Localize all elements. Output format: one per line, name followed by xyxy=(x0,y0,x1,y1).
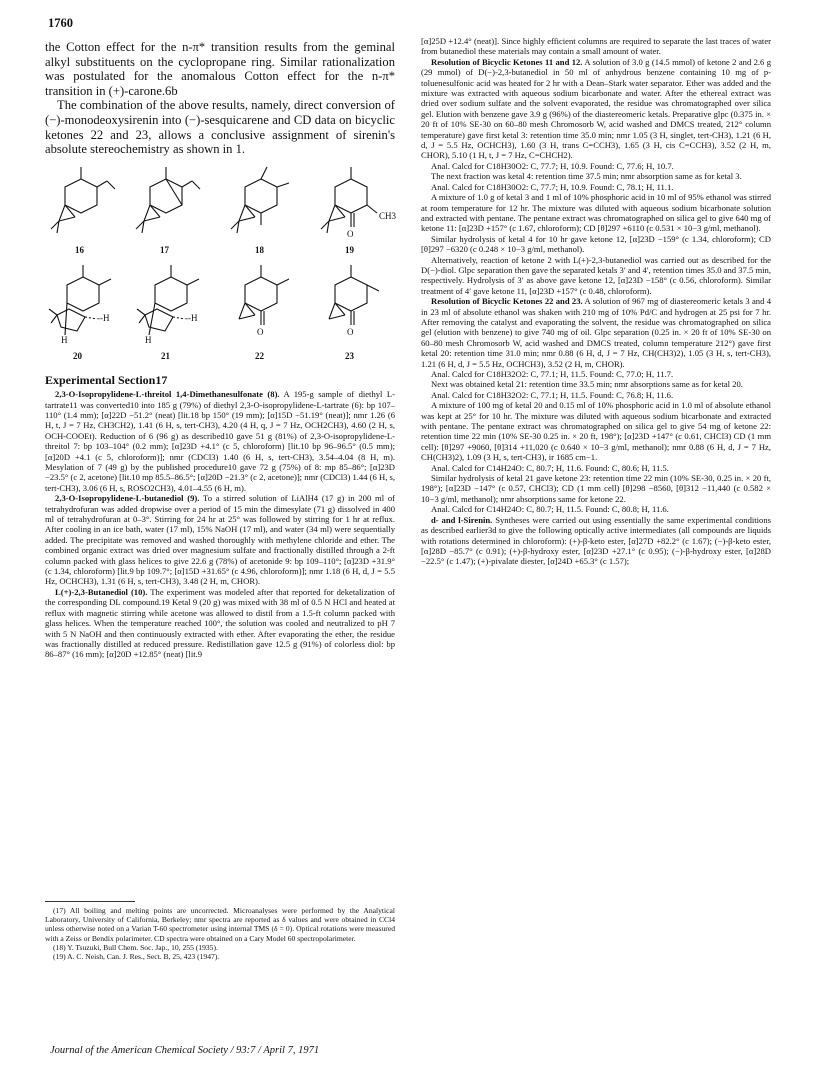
atom-label: --H xyxy=(185,312,198,323)
compound-label: 19 xyxy=(345,244,354,255)
experimental-paragraph xyxy=(421,400,771,462)
atom-label: H xyxy=(61,334,68,345)
paragraph-text: Anal. Calcd for C18H32O2: C, 77.1; H, 11.5. Found: C, 77.0; H, 11.7. xyxy=(431,369,674,379)
paragraph-text: A 195-g sample of diethyl L-tartrate11 was converted10 into 185 g (79%) of diethyl 2,3-O-isopropylidene-L-tartrate (6): bp 107–110° (1.4 mm); [α]22D −51.2° (neat) [lit.18 bp 150° (19 mm); [α]15D −51.19° (neat)]; nmr 1.26 (6 H, t, J = 7 Hz, CH3CH2), 1.41 (6 H, s, tert-CH3), 4.20 (4 H, q, J = 7 Hz, OCH2CH3), 4.60 (2 H, s, OCH-COOEt). Reduction of 6 (96 g) as described10 gave 51 g (81%) of 2,3-O-isopropylidene-L-threitol 7: bp 103–104° (0.2 mm); [α]23D +4.1° (c 5, chloroform) [lit.10 bp 96–96.5° (0.5 mm); [α]20D +4.1 (c 5, chloroform)]; nmr (CDCl3) 1.40 (6 H, s, tert-CH3), 3.54–4.04 (8 H, m). Mesylation of 7 (49 g) by the published procedure10 gave 72 g (75%) of 8: mp 85–86°; [α]23D −23.5° (c 2, acetone) [lit.10 mp 85.5–86.5°; [α]20D −21.3° (c 2, acetone)]; nmr (CDCl3) 1.44 (6 H, s, tert-CH3), 3.06 (6 H, s, ROSO2CH3), 4.01–4.55 (6 H, m). xyxy=(45,389,395,493)
compound-label: 17 xyxy=(160,244,169,255)
experimental-paragraph xyxy=(421,504,771,514)
experimental-paragraph xyxy=(421,515,771,567)
experimental-paragraph xyxy=(45,389,395,493)
footnotes xyxy=(45,901,395,961)
structure-23 xyxy=(329,265,379,325)
paragraph-heading: 2,3-O-Isopropylidene-L-threitol 1,4-Dimethanesulfonate (8). xyxy=(55,389,280,400)
experimental-paragraph xyxy=(45,493,395,587)
compound-label: 22 xyxy=(255,350,264,361)
paragraph-text: To a stirred solution of LiAlH4 (17 g) in 200 ml of tetrahydrofuran was added dropwise over a period of 15 min the dimesylate (71 g) dissolved in 400 ml of tetrahydrofuran at 0–3°. Stirring for 24 hr at 25° was followed by stirring for 1 hr at reflux. After cooling in an ice bath, water (17 ml), 15% NaOH (17 ml), and water (34 ml) were sequentially added. The precipitate was removed and washed thoroughly with methylene chloride and ether. The combined organic extract was dried over magnesium sulfate and fractionally distilled through a 2-ft column packed with glass helices to give 22.6 g (78%) of acetonide 9: bp 109–110°; [α]23D +31.9° (c 1.34, chloroform) [lit.9 bp 109.7°; [α]15D +31.65° (c 4.96, chloroform)]; nmr 1.18 (6 H, d, J = 5.5 Hz, OCHCH3), 1.31 (6 H, s, tert-CH3), 3.48 (2 H, m, CHOR). xyxy=(45,493,395,587)
atom-label: H xyxy=(145,334,152,345)
experimental-paragraph xyxy=(421,379,771,389)
paragraph-heading: d- and l-Sirenin. xyxy=(431,514,493,525)
structure-19 xyxy=(321,167,377,233)
compound-label: 16 xyxy=(75,244,84,255)
paragraph-text: Anal. Calcd for C18H30O2: C, 77.7; H, 10.9. Found: C, 78.1; H, 11.1. xyxy=(431,181,674,192)
experimental-paragraph xyxy=(421,57,771,161)
paragraph-text: Next was obtained ketal 21: retention time 33.5 min; nmr absorptions same as for ketal 20. xyxy=(431,379,743,390)
experimental-paragraph xyxy=(421,234,771,255)
lead-paragraph: The combination of the above results, namely, direct conversion of (−)-monodeoxysirenin into (−)-sesquicarene and CD data on bicyclic ketones 22 and 23, allows a conclusive assignment of sirenin's absolute stereochemistry as shown in 1. xyxy=(45,98,395,157)
paragraph-text: Anal. Calcd for C18H30O2: C, 77.7; H, 10.9. Found: C, 77.6; H, 10.7. xyxy=(431,160,674,171)
paragraph-text: A solution of 3.0 g (14.5 mmol) of ketone 2 and 2.6 g (29 mmol) of D(−)-2,3-butanediol in 50 ml of anhydrous benzene containing 10 mg of p-toluenesulfonic acid was heated for 2 hr with a Dean–Stark water separator. Ether was added and the mixture was extracted with aqueous sodium bicarbonate and water. After the ethereal extract was dried over sodium sulfate and the solvent evaporated, the residue was chromatographed over silica gel. Elution with benzene gave 3.9 g (96%) of the diastereomeric ketals. Preparative glpc (0.375 in. × 20 ft of 10% SE-30 on 60–80 mesh Chromosorb W, acid washed and DMCS treated, 212° column temperature) gave first ketal 3: retention time 35.0 min; nmr 1.05 (3 H, singlet, tert-CH3), 1.21 (6 H, d, J = 5.5 Hz, OCHCH3), 1.60 (3 H, trans C=CCH3), 1.65 (3 H, cis C=CCH3), 3.52 (2 H, m, CHOR), 5.10 (1 H, t, J = 7 Hz, C=CHCH2). xyxy=(421,56,772,161)
paragraph-text: The experiment was modeled after that reported for deketalization of the corresponding DL compound.19 Ketal 9 (20 g) was mixed with 38 ml of 0.5 N HCl and heated at reflux with magnetic stirring while acetone was allowed to distil from a 1.5-ft column packed with glass helices. When the temperature reached 100°, the solution was cooled and neutralized to pH 7 with 5 N NaOH and then continuously extracted with ether. After evaporating the ether, the residue was fractionally distilled at reduced pressure. Redistillation gave 12.5 g (91%) of colorless diol: bp 86–87° (16 mm); [α]20D +12.85° (neat) [lit.9 xyxy=(45,586,395,660)
footnote: (17) All boiling and melting points are uncorrected. Microanalyses were performed by the Analytical Laboratory, University of California, Berkeley; nmr spectra are reported as δ values and were obtained in CCl4 unless otherwise noted on a Varian T-60 spectrometer using internal TMS (δ = 0). Optical rotations were measured with a Zeiss or Bendix polarimeter. CD spectra were obtained on a Cary Model 60 spectropolarimeter. xyxy=(45,906,395,943)
section-title: Experimental Section17 xyxy=(45,372,168,387)
paragraph-heading: 2,3-O-Isopropylidene-L-butanediol (9). xyxy=(55,493,200,504)
structure-17 xyxy=(136,167,200,233)
structure-21 xyxy=(137,265,199,335)
compound-label: 20 xyxy=(73,350,82,361)
paragraph-text: Anal. Calcd for C14H24O: C, 80.7; H, 11.6. Found: C, 80.6; H, 11.5. xyxy=(431,462,669,473)
structure-20 xyxy=(49,265,111,335)
experimental-paragraph xyxy=(421,161,771,171)
lead-paragraph: the Cotton effect for the n-π* transition results from the geminal alkyl substituents on the cyclopropane ring. Similar rationalization was postulated for the anomalous Cotton effect for the n-π* transition in (+)-carone.6b xyxy=(45,40,395,98)
lead-text xyxy=(45,40,395,157)
page-number: 1760 xyxy=(48,16,73,30)
experimental-paragraph xyxy=(421,171,771,181)
experimental-paragraph xyxy=(421,296,771,369)
experimental-paragraph xyxy=(421,463,771,473)
paragraph-text: Anal. Calcd for C18H32O2: C, 77.1; H, 11.5. Found: C, 76.8; H, 11.6. xyxy=(431,389,674,400)
atom-label: O xyxy=(347,228,354,239)
right-column xyxy=(421,36,771,567)
paragraph-text: Anal. Calcd for C14H24O: C, 80.7; H, 11.5. Found: C, 80.8; H, 11.6. xyxy=(431,504,669,515)
paragraph-heading: Resolution of Bicyclic Ketones 11 and 12. xyxy=(431,56,583,67)
paragraph-text: Alternatively, reaction of ketone 2 with L(+)-2,3-butanediol was carried out as described for the D(−)-diol. Glpc separation then gave the separated ketals 3′ and 4′, retention times 35.0 and 37.5 min, respectively. Hydrolysis of 3′ as above gave ketone 12, [α]23D −158° (c 0.56, chloroform). Similar treatment of 4′ gave ketone 11, [α]23D +157° (c 0.48, chloroform). xyxy=(421,254,771,296)
paragraph-text: A mixture of 100 mg of ketal 20 and 0.15 ml of 10% phosphoric acid in 1.0 ml of absolute ethanol was kept at 25° for 10 hr. The mixture was diluted with aqueous sodium bicarbonate and extracted with pentane. The pentane extract was chromatographed on silica gel to give 54 mg of ketone 22: retention time 22 min (10% SE-30 0.25 in. × 20 ft, 198°); [α]23D +147° (c 0.61, CHCl3) CD (1 mm cell): [θ]297 +9060, [θ]314 +11,020 (c 0.640 × 10−3 g/ml, methanol); nmr 0.88 (6 H, d, J = 7 Hz, CH(CH3)2), 1.09 (3 H, s, tert-CH3), ir 1685 cm−1. xyxy=(421,400,771,463)
experimental-paragraph xyxy=(421,192,771,234)
experimental-paragraph xyxy=(421,390,771,400)
footnote: (18) Y. Tsuzuki, Bull Chem. Soc. Jap., 10, 255 (1935). xyxy=(53,942,218,952)
journal-footer: Journal of the American Chemical Society / 93:7 / April 7, 1971 xyxy=(50,1045,320,1056)
compound-label: 18 xyxy=(255,244,264,255)
left-column xyxy=(45,40,395,660)
structure-figure xyxy=(45,159,395,369)
experimental-paragraph xyxy=(421,182,771,192)
experimental-paragraph xyxy=(421,473,771,504)
paragraph-text: The next fraction was ketal 4: retention time 37.5 min; nmr absorption same as for ketal 3. xyxy=(431,171,742,182)
experimental-paragraph xyxy=(421,369,771,379)
experimental-paragraph xyxy=(421,36,771,57)
paragraph-text: A mixture of 1.0 g of ketal 3 and 1 ml of 10% phosphoric acid in 10 ml of 95% ethanol was stirred at room temperature for 12 hr. The mixture was diluted with aqueous sodium bicarbonate solution and extracted with pentane. The pentane extract was chromatographed on silica gel to give 640 mg of ketone 11: [α]23D +157° (c 1.67, chloroform); CD [θ]297 +6110 (c 0.531 × 10−3 g/ml, methanol). xyxy=(421,192,771,234)
atom-label: O xyxy=(257,326,264,337)
atom-label: CH3 xyxy=(379,210,397,221)
structure-drawings xyxy=(45,159,395,369)
atom-label: --H xyxy=(97,312,110,323)
structure-18 xyxy=(231,167,289,233)
footnote: (19) A. C. Neish, Can. J. Res., Sect. B, 25, 423 (1947). xyxy=(53,952,220,962)
paragraph-text: Syntheses were carried out using essentially the same experimental conditions as described earlier3d to give the following optically active intermediates (all compounds are liquids with rotations determined in chloroform): (+)-β-keto ester, [α]27D +82.2° (c 1.67); (−)-β-keto ester, [α]28D −85.7° (c 0.91); (+)-β-hydroxy ester, [α]23D +27.1° (c 0.95); (−)-β-hydroxy ester, [α]28D −22.5° (c 1.47); (+)-pivalate diester, [α]24D +65.3° (c 1.57); xyxy=(421,514,771,567)
atom-label: O xyxy=(347,326,354,337)
structure-22 xyxy=(239,265,289,325)
paragraph-text: Similar hydrolysis of ketal 21 gave ketone 23: retention time 22 min (10% SE-30, 0.25 in. × 20 ft, 198°); [α]23D −147° (c 0.57, CHCl3); CD (1 mm cell) [θ]298 −8560, [θ]312 −11,440 (c 0.582 × 10−3 g/ml, methanol); nmr absorptions same for ketone 22. xyxy=(421,473,771,504)
footnote-divider xyxy=(45,901,135,902)
structure-16 xyxy=(51,167,115,233)
experimental-paragraph xyxy=(45,587,395,660)
paragraph-heading: Resolution of Bicyclic Ketones 22 and 23. xyxy=(431,296,583,307)
paragraph-heading: L(+)-2,3-Butanediol (10). xyxy=(55,586,148,597)
compound-label: 23 xyxy=(345,350,354,361)
paragraph-text: Similar hydrolysis of ketal 4 for 10 hr gave ketone 12, [α]23D −159° (c 1.34, chloroform); CD [θ]297 −6320 (c 0.248 × 10−3 g/ml, methanol). xyxy=(421,233,771,255)
paragraph-text: A solution of 967 mg of diastereomeric ketals 3 and 4 in 23 ml of absolute ethanol was shaken with 210 mg of 10% Pd/C and hydrogen at 25 psi for 7 hr. After removing the catalyst and evaporating the solvent, the residue was chromatographed on silica gel (elution with benzene) to give 740 mg of oil. Glpc separation (0.25 in. × 20 ft of 10% SE-30 on 60–80 mesh Chromosorb W, acid washed and DMCS treated, column temperature 212°) gave first ketal 20: retention time 31.0 min; nmr 0.88 (6 H, d, J = 7 Hz, CH(CH3)2), 1.05 (3 H, s, tert-CH3), 1.21 (6 H, d, J = 5.5 Hz, OCHCH3), 3.52 (2 H, m, CHOR). xyxy=(421,296,771,369)
compound-label: 21 xyxy=(161,350,170,361)
experimental-paragraph xyxy=(421,255,771,297)
paragraph-text: [α]25D +12.4° (neat)]. Since highly efficient columns are required to separate the last traces of water from butanediol these materials may contain a small amount of water. xyxy=(421,36,771,57)
